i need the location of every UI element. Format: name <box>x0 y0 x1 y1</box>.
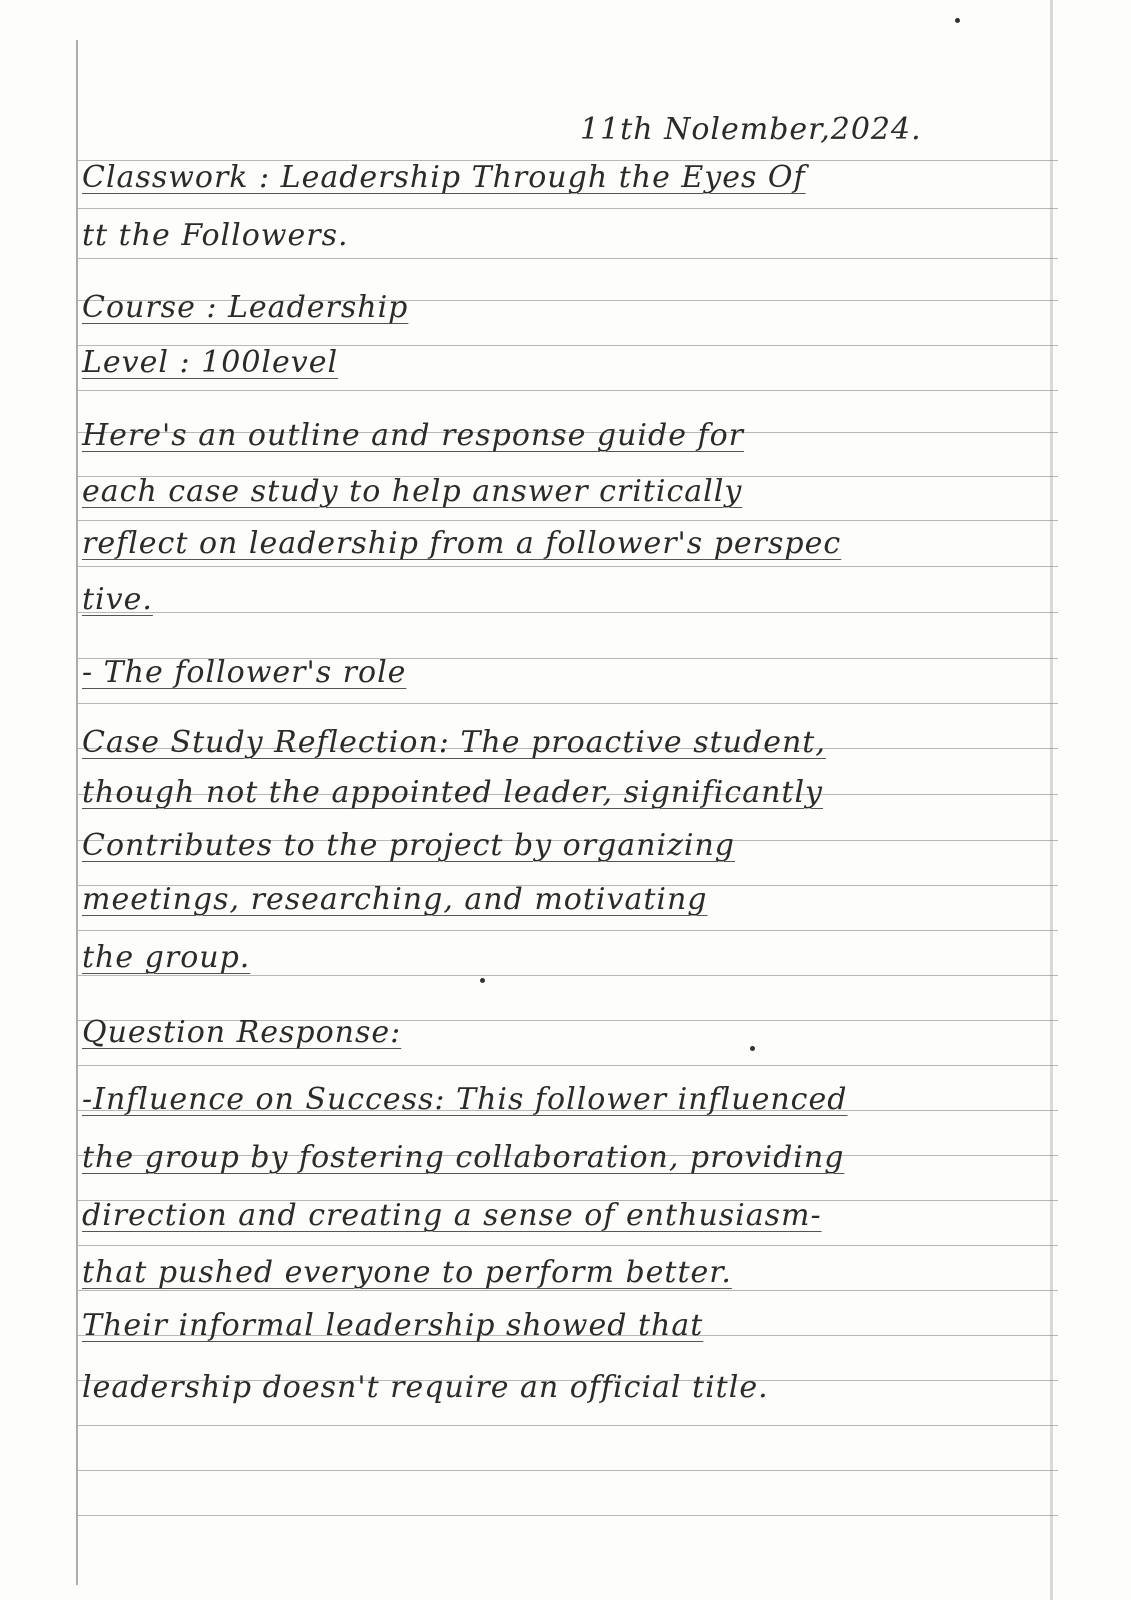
ruled-line <box>78 1245 1058 1246</box>
date-heading: 11th Nolember,2024. <box>580 112 922 147</box>
handwritten-line: Level : 100level <box>82 345 339 380</box>
ink-dot <box>955 18 960 23</box>
ink-dot <box>480 978 485 983</box>
ruled-line <box>78 1470 1058 1471</box>
handwritten-line: that pushed everyone to perform better. <box>82 1255 732 1290</box>
ruled-line <box>78 1065 1058 1066</box>
handwritten-line: -Influence on Success: This follower influenced <box>82 1082 848 1117</box>
handwritten-line: Course : Leadership <box>82 290 409 325</box>
handwritten-line: - The follower's role <box>82 655 407 690</box>
ruled-line <box>78 1290 1058 1291</box>
ruled-line <box>78 1425 1058 1426</box>
ruled-line <box>78 520 1058 521</box>
handwritten-line: meetings, researching, and motivating <box>82 882 708 917</box>
handwritten-line: Question Response: <box>82 1015 402 1050</box>
ruled-line <box>78 975 1058 976</box>
handwritten-line: Contributes to the project by organizing <box>82 828 735 863</box>
handwritten-line: leadership doesn't require an official title. <box>82 1370 769 1405</box>
handwritten-line: the group by fostering collaboration, providing <box>82 1140 845 1175</box>
handwritten-line: Classwork : Leadership Through the Eyes Of <box>82 160 806 195</box>
handwritten-line: though not the appointed leader, significantly <box>82 775 824 810</box>
handwritten-line: direction and creating a sense of enthusiasm- <box>82 1198 822 1233</box>
ruled-line <box>78 930 1058 931</box>
handwritten-line: Their informal leadership showed that <box>82 1308 704 1343</box>
handwritten-line: Case Study Reflection: The proactive student, <box>82 725 826 760</box>
ruled-line <box>78 390 1058 391</box>
handwritten-line: Here's an outline and response guide for <box>82 418 745 453</box>
handwritten-line: the group. <box>82 940 251 975</box>
ruled-line <box>78 208 1058 209</box>
handwritten-line: tt the Followers. <box>82 218 349 253</box>
ruled-line <box>78 258 1058 259</box>
handwritten-line: tive. <box>82 582 153 617</box>
page-edge <box>1050 0 1053 1600</box>
ruled-line <box>78 1515 1058 1516</box>
handwritten-line: reflect on leadership from a follower's perspec <box>82 526 842 561</box>
handwritten-line: each case study to help answer critically <box>82 474 743 509</box>
ruled-line <box>78 566 1058 567</box>
margin-line <box>76 40 78 1585</box>
ruled-line <box>78 703 1058 704</box>
